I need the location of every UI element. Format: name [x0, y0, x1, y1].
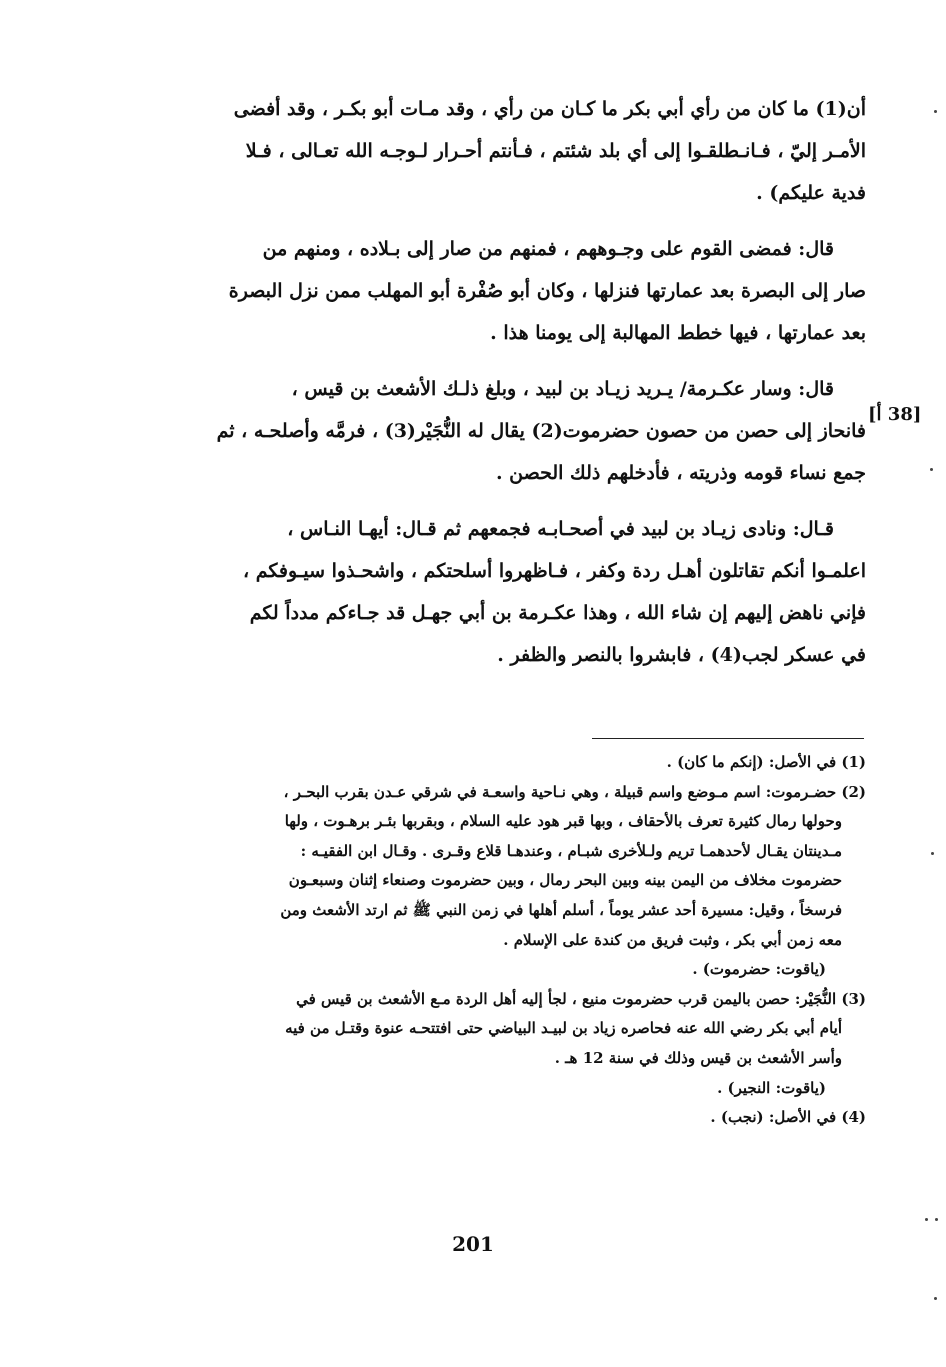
text-line: اعلمـوا أنكم تقاتلون أهـل ردة وكفر ، فـاظهروا أسلحتكم ، واشحـذوا سيـوفكم ، [243, 560, 866, 582]
footnote-separator [592, 738, 864, 739]
footnote-line: فرسخاً ، وقيل: مسيرة أحد عشر يوماً ، أسلم أهلها في زمن النبي ﷺ ثم ارتد الأشعث ومن [280, 900, 842, 919]
footnote-source-reference: (ياقوت: حضرموت) . [692, 960, 826, 979]
footnote-line: معه زمن أبي بكر ، وثبت فريق من كندة على الإسلام . [503, 930, 842, 949]
text-line: فدية عليكم) . [756, 182, 866, 204]
text-line: جمع نساء قومه وذريته ، فأدخلهم ذلك الحصن . [495, 462, 866, 484]
page-number: 201 [452, 1232, 494, 1256]
text-line: قال: فمضى القوم على وجـوههم ، فمنهم من صار إلى بـلاده ، ومنهم من [262, 238, 834, 260]
scan-speck [934, 1297, 937, 1300]
paragraph-2 [142, 228, 866, 354]
paragraph-3 [142, 368, 866, 494]
scan-speck [930, 468, 933, 471]
footnote-line: وأسر الأشعث بن قيس وذلك في سنة 12 هـ . [554, 1048, 842, 1067]
main-text-column [142, 88, 866, 690]
footnotes-section [142, 748, 866, 1133]
scan-speck [925, 1218, 928, 1221]
text-line: فانحاز إلى حصن من حصون حضرموت(2) يقال له النُّجَيْر(3) ، فرمَّه وأصلحـه ، ثم [216, 420, 866, 442]
text-line: الأمـر إليّ ، فـانـطلقـوا إلى أي بلد شئتم ، فـأنتم أحـرار لـوجـه الله تعـالى ، فـلا [245, 140, 866, 162]
footnote-line: (2) حضـرموت: اسم مـوضع واسم قبيلة ، وهي نـاحية واسعـة في شرقي عـدن بقرب البحـر ، [283, 782, 866, 801]
text-line: في عسكر لجب(4) ، فابشروا بالنصر والظفر . [497, 644, 866, 666]
text-line: صار إلى البصرة بعد عمارتها فنزلها ، وكان أبو صُفْرة أبو المهلب ممن نزل البصرة [228, 280, 866, 302]
footnote-3 [142, 985, 866, 1103]
scan-speck [934, 110, 937, 113]
footnote-line: (4) في الأصل: (نجب) . [710, 1108, 866, 1127]
scan-speck [935, 1218, 938, 1221]
footnote-2 [142, 778, 866, 985]
text-line: أن(1) ما كان من رأي أبي بكر ما كـان من رأي ، وقد مـات أبو بكـر ، وقد أفضى [233, 98, 866, 120]
footnote-source-reference: (ياقوت: النجير) . [717, 1078, 826, 1097]
scan-speck [931, 852, 934, 855]
text-line: قال: وسار عكـرمة/ يـريد زيـاد بن لبيد ، وبلغ ذلـك الأشعث بن قيس ، [291, 378, 834, 400]
footnote-line: أيام أبي بكر رضي الله عنه فحاصره زياد بن لبيـد البياضي حتى افتتحـه عنوة وقتـل من فيه [285, 1019, 842, 1038]
paragraph-4 [142, 508, 866, 676]
footnote-line: (1) في الأصل: (إنكم ما كان) . [666, 753, 866, 771]
footnote-line: (3) النُّجَيْر: حصن باليمن قرب حضرموت منيع ، لجأ إليه أهل الردة مـع الأشعث بن قيس في [296, 989, 866, 1008]
footnote-line: مـدينتان يقـال لأحدهمـا تريم ولـلأخرى شبـام ، وعندهـا قلاع وقـرى . وقـال ابن الفقيـه : [300, 841, 842, 860]
footnote-line: حضرموت مخلاف من اليمن بينه وبين البحر رمال ، وبين حضرموت وصنعاء إثنان وسبعـون [288, 871, 842, 890]
footnote-1 [142, 748, 866, 778]
paragraph-1 [142, 88, 866, 214]
footnote-4 [142, 1103, 866, 1133]
footnote-line: وحولها رمال كثيرة تعرف بالأحقاف ، وبها قبر هود عليه السلام ، وبقربها بئـر برهـوت ، ولها [284, 812, 842, 831]
text-line: بعد عمارتها ، فيها خطط المهالبة إلى يومنا هذا . [490, 322, 866, 344]
manuscript-folio-marker: [38 أ] [868, 404, 922, 425]
text-line: فإني ناهض إليهم إن شاء الله ، وهذا عكـرمة بن أبي جهـل قد جـاءكم مدداً لكم [249, 602, 866, 624]
text-line: قـال: ونادى زيـاد بن لبيد في أصحـابـه فجمعهم ثم قـال: أيهـا النـاس ، [287, 518, 834, 540]
